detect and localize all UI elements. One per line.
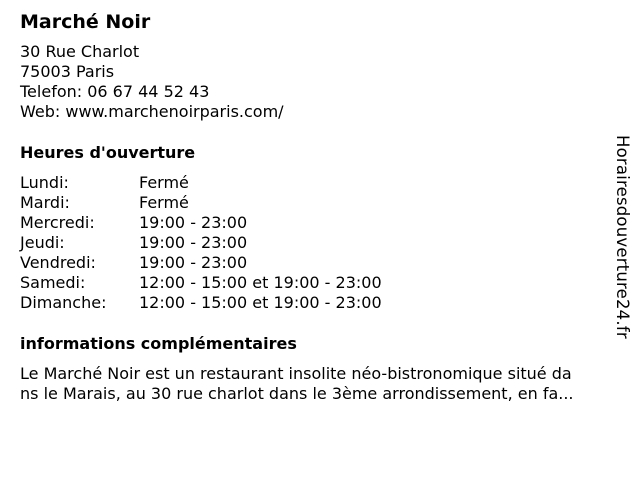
hours-row-samedi <box>20 273 626 293</box>
hours-time: 19:00 - 23:00 <box>139 213 248 232</box>
phone-line: Telefon: 06 67 44 52 43 <box>20 82 210 101</box>
hours-day: Vendredi: <box>20 253 96 272</box>
address-street: 30 Rue Charlot <box>20 42 140 61</box>
address-city: 75003 Paris <box>20 62 115 81</box>
hours-day: Lundi: <box>20 173 69 192</box>
address-block <box>20 42 626 122</box>
description <box>20 364 626 404</box>
hours-table <box>20 173 626 313</box>
website-line: Web: www.marchenoirparis.com/ <box>20 102 284 121</box>
hours-time: Fermé <box>139 173 189 192</box>
hours-row-dimanche <box>20 293 626 313</box>
hours-day: Dimanche: <box>20 293 107 312</box>
hours-heading: Heures d'ouverture <box>20 143 196 162</box>
hours-time: 12:00 - 15:00 et 19:00 - 23:00 <box>139 273 382 292</box>
hours-day: Samedi: <box>20 273 86 292</box>
hours-time: 19:00 - 23:00 <box>139 233 248 252</box>
hours-row-mercredi <box>20 213 626 233</box>
hours-row-lundi <box>20 173 626 193</box>
hours-time: 12:00 - 15:00 et 19:00 - 23:00 <box>139 293 382 312</box>
hours-row-vendredi <box>20 253 626 273</box>
hours-row-mardi <box>20 193 626 213</box>
hours-day: Mardi: <box>20 193 70 212</box>
business-name: Marché Noir <box>20 11 151 33</box>
hours-time: 19:00 - 23:00 <box>139 253 248 272</box>
description-line: ns le Marais, au 30 rue charlot dans le 3ème arrondissement, en fa... <box>20 384 574 403</box>
description-line: Le Marché Noir est un restaurant insolite néo-bistronomique situé da <box>20 364 572 383</box>
hours-time: Fermé <box>139 193 189 212</box>
hours-row-jeudi <box>20 233 626 253</box>
site-watermark: Horairesdouverture24.fr <box>613 135 632 339</box>
business-card <box>20 9 626 404</box>
hours-day: Jeudi: <box>20 233 65 252</box>
hours-day: Mercredi: <box>20 213 95 232</box>
info-heading: informations complémentaires <box>20 334 297 353</box>
